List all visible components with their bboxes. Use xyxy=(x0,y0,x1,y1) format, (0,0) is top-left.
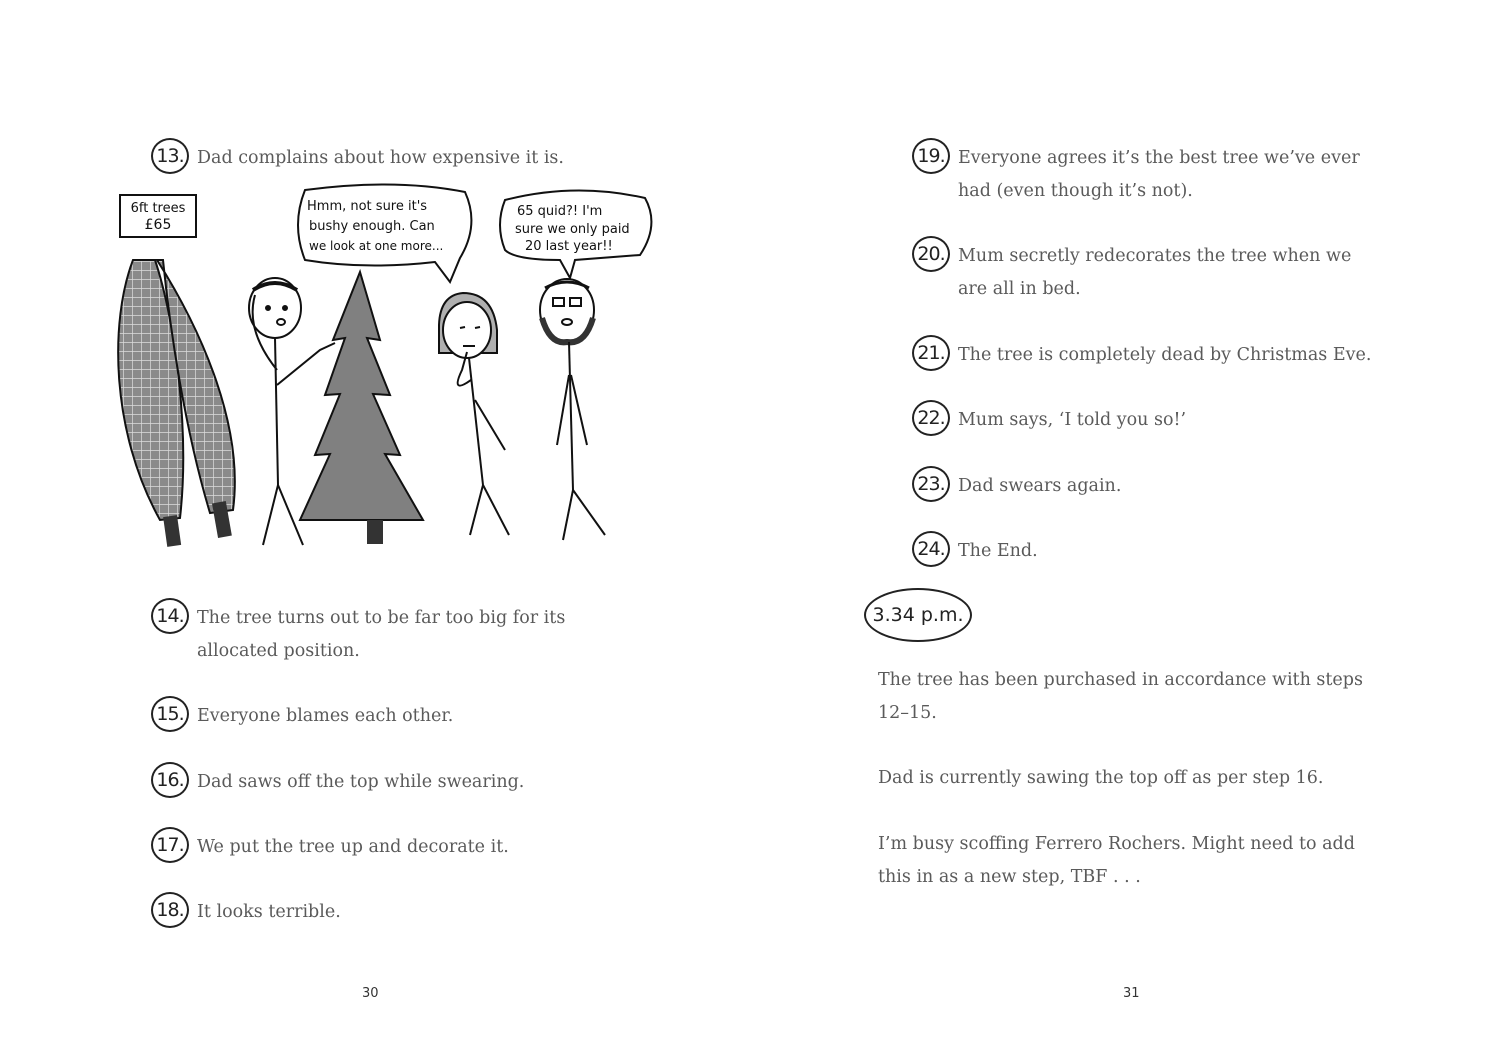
step-text: The End. xyxy=(958,541,1038,561)
step-text: Everyone blames each other. xyxy=(197,706,454,726)
step-text: Dad swears again. xyxy=(958,476,1122,496)
step-number: 17. xyxy=(151,827,189,863)
step-text: The tree turns out to be far too big for its allocated position. xyxy=(197,608,566,661)
step-text: Mum says, ‘I told you so!’ xyxy=(958,410,1187,430)
step-number: 24. xyxy=(912,531,950,567)
step-number: 22. xyxy=(912,400,950,436)
price-sign xyxy=(120,195,196,237)
bubble1-line3: we look at one more... xyxy=(309,239,444,253)
speech-bubble-second xyxy=(500,190,651,278)
paragraph-ferrero: I’m busy scoffing Ferrero Rochers. Might need to add this in as a new step, TBF . . . xyxy=(878,834,1355,887)
page-number-left: 30 xyxy=(362,986,379,1001)
step-text: Everyone agrees it’s the best tree we’ve ever had (even though it’s not). xyxy=(958,148,1360,201)
step-number: 21. xyxy=(912,335,950,371)
time-badge: 3.34 p.m. xyxy=(864,588,972,642)
page-number-right: 31 xyxy=(1123,986,1140,1001)
step-number: 20. xyxy=(912,236,950,272)
step-number: 16. xyxy=(151,762,189,798)
step-text: Dad complains about how expensive it is. xyxy=(197,148,564,168)
step-text: Mum secretly redecorates the tree when we are all in bed. xyxy=(958,246,1352,299)
step-number: 18. xyxy=(151,892,189,928)
paragraph-purchased: The tree has been purchased in accordance with steps 12–15. xyxy=(878,670,1363,723)
step-number: 14. xyxy=(151,598,189,634)
step-number: 23. xyxy=(912,466,950,502)
bubble2-line3: 20 last year!! xyxy=(525,239,613,254)
christmas-tree xyxy=(300,272,423,544)
step-text: It looks terrible. xyxy=(197,902,341,922)
speech-bubble-dad xyxy=(298,184,471,282)
step-number: 19. xyxy=(912,138,950,174)
step-number: 15. xyxy=(151,696,189,732)
bubble2-line2: sure we only paid xyxy=(515,222,630,237)
bubble2-line1: 65 quid?! I'm xyxy=(517,204,603,219)
step-text: We put the tree up and decorate it. xyxy=(197,837,509,857)
step-text: Dad saws off the top while swearing. xyxy=(197,772,525,792)
tree-shopping-illustration xyxy=(105,180,665,560)
person-mum xyxy=(439,293,509,535)
right-page xyxy=(750,0,1500,1059)
bubble1-line2: bushy enough. Can xyxy=(309,219,435,234)
step-number: 13. xyxy=(151,138,189,174)
person-bearded xyxy=(540,279,605,540)
price-sign-line2: £65 xyxy=(144,217,172,233)
step-text: The tree is completely dead by Christmas Eve. xyxy=(958,345,1372,365)
netted-trees xyxy=(118,260,235,547)
paragraph-sawing: Dad is currently sawing the top off as per step 16. xyxy=(878,768,1324,788)
bubble1-line1: Hmm, not sure it's xyxy=(307,199,428,214)
price-sign-line1: 6ft trees xyxy=(130,201,186,216)
